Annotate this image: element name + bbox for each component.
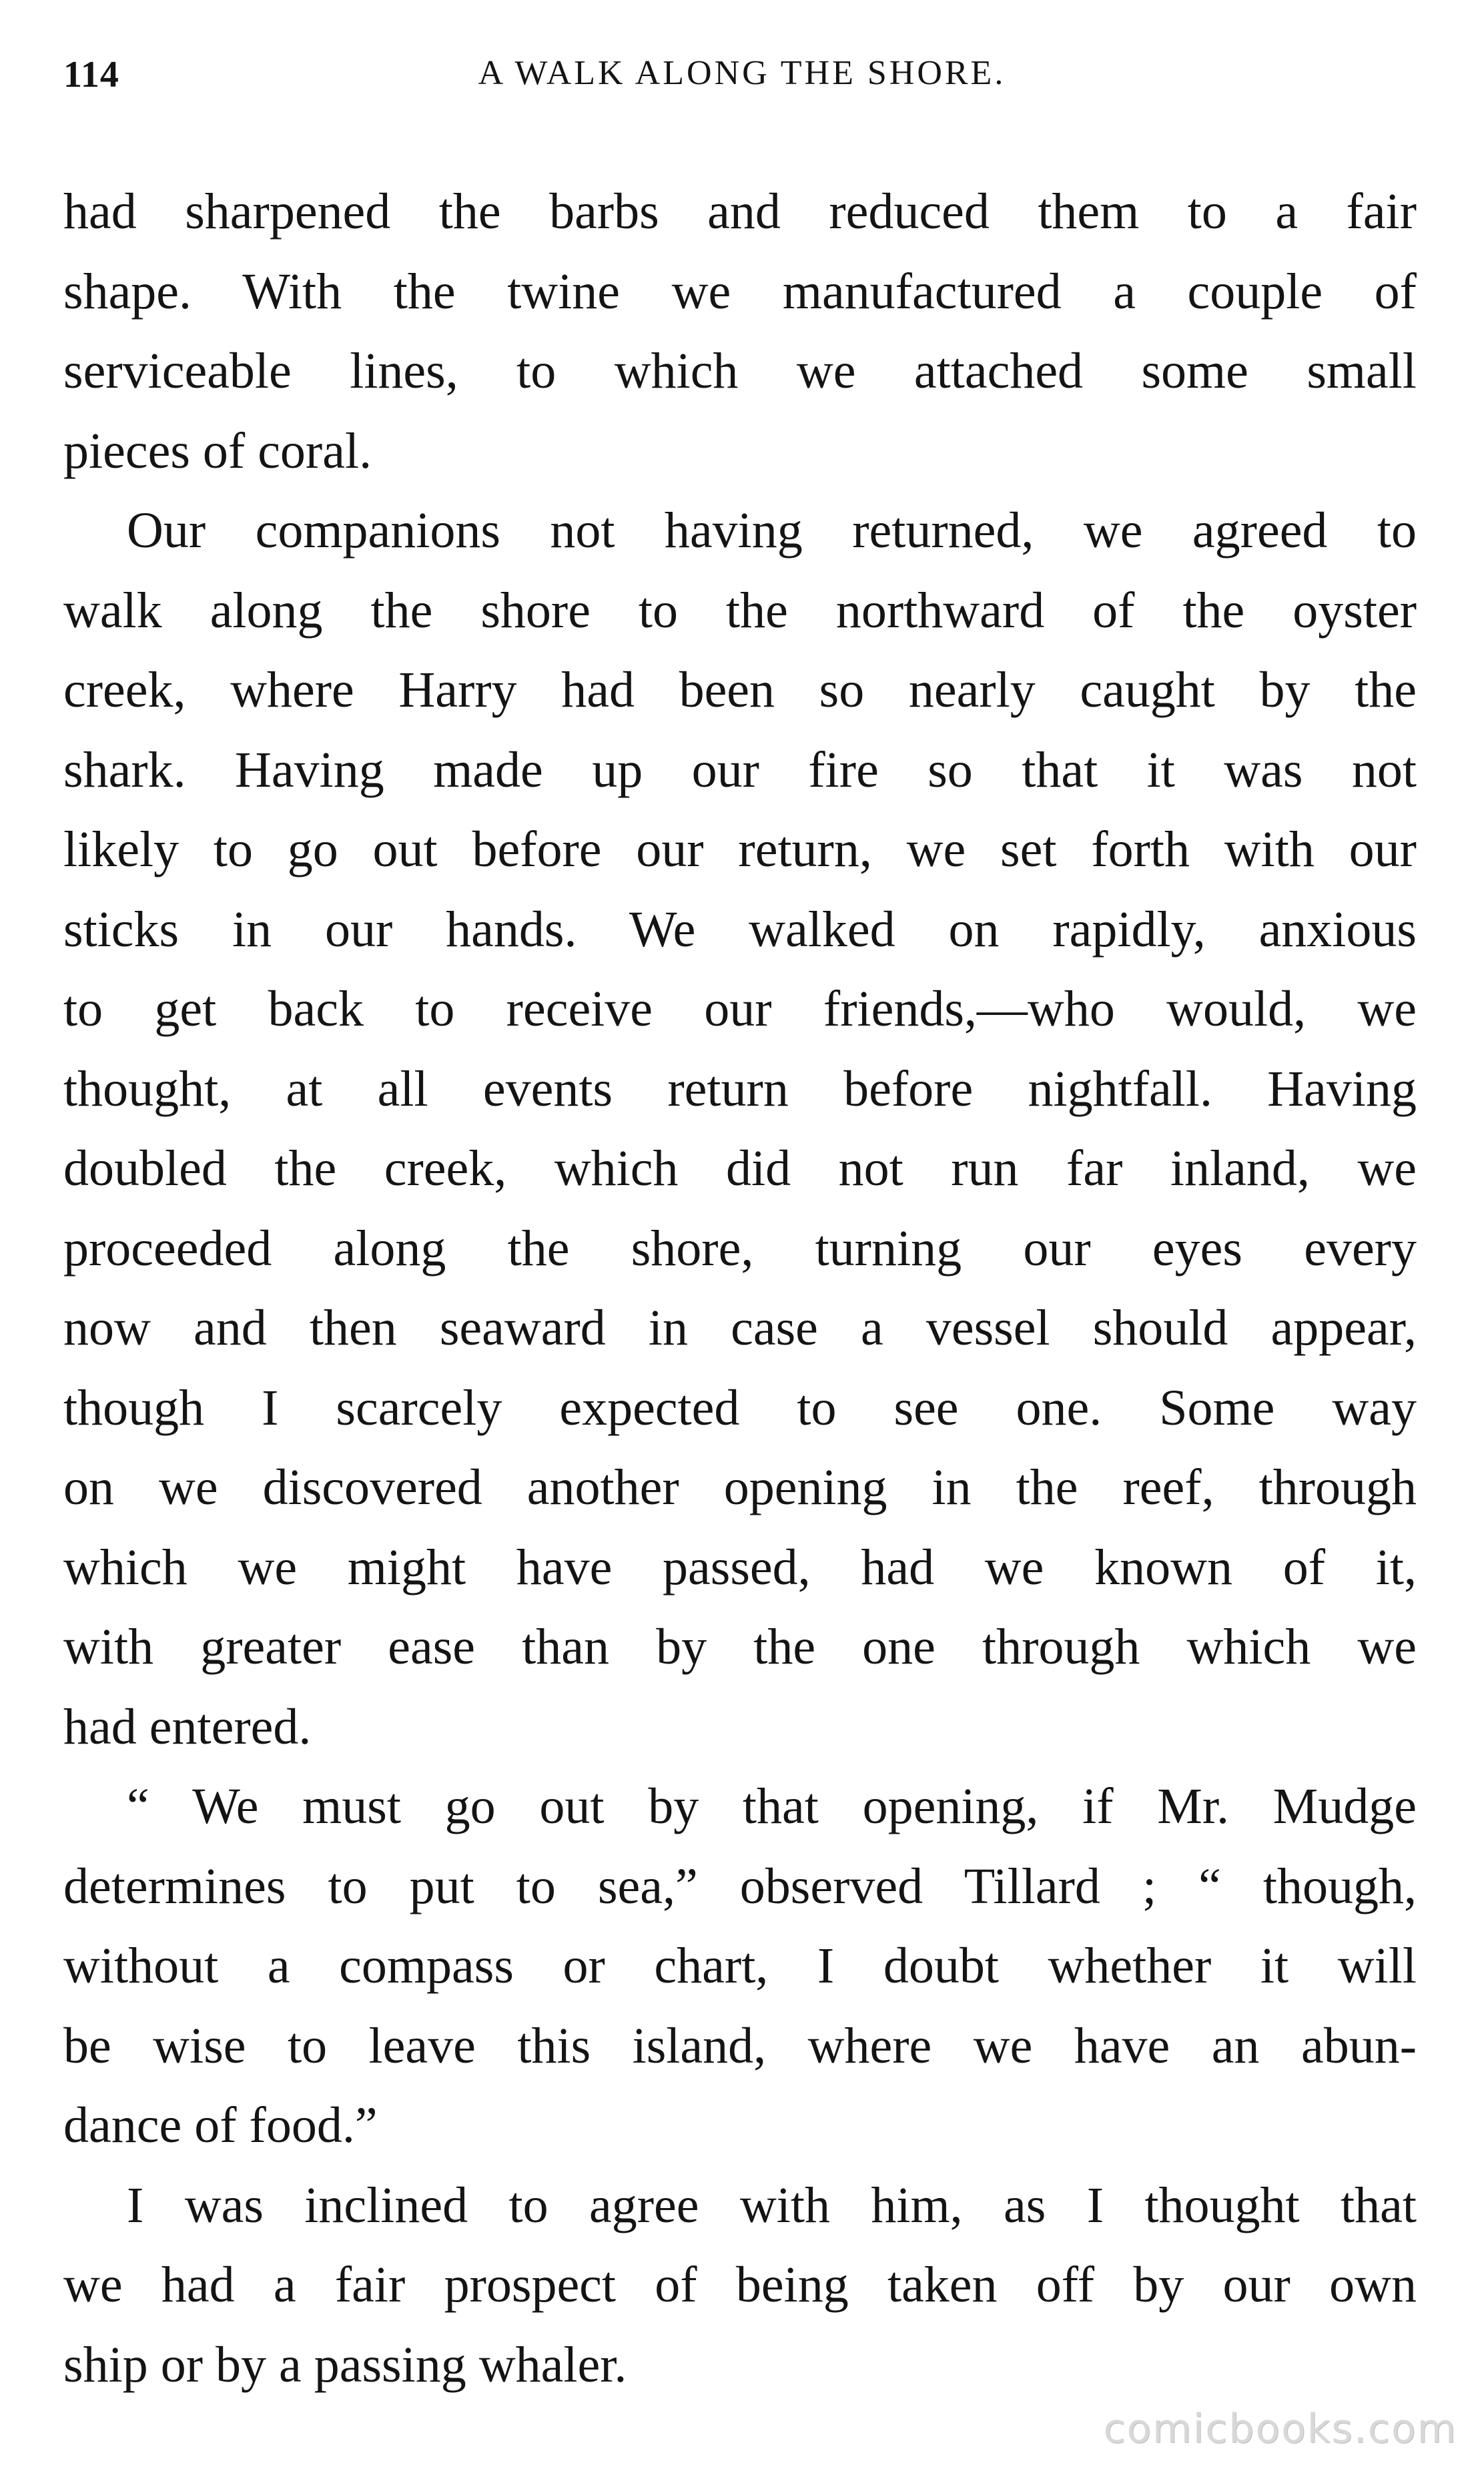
text-line: had sharpened the barbs and reduced them to a fair (63, 184, 1417, 240)
watermark: comicbooks.com (1103, 2406, 1457, 2452)
text-line: we had a fair prospect of being taken off by our own (63, 2257, 1417, 2313)
text-line: pieces of coral. (63, 422, 372, 479)
paragraph-1 (63, 172, 1417, 491)
text-line: I was inclined to agree with him, as I thought that (127, 2177, 1417, 2233)
text-line: creek, where Harry had been so nearly caught by the (63, 662, 1417, 718)
text-line: on we discovered another opening in the reef, through (63, 1459, 1417, 1515)
page-number: 114 (63, 54, 119, 95)
text-line: to get back to receive our friends,—who would, we (63, 981, 1417, 1037)
text-line: had entered. (63, 1698, 312, 1755)
body-text (63, 172, 1417, 2405)
text-line: now and then seaward in case a vessel should appear, (63, 1300, 1417, 1356)
text-line: be wise to leave this island, where we have an abun- (63, 2017, 1417, 2074)
text-line: likely to go out before our return, we set forth with our (63, 821, 1417, 877)
text-line: shape. With the twine we manufactured a couple of (63, 263, 1417, 320)
text-line: proceeded along the shore, turning our eyes every (63, 1220, 1417, 1277)
text-line: serviceable lines, to which we attached some small (63, 343, 1417, 399)
text-line: with greater ease than by the one through which we (63, 1619, 1417, 1675)
text-line: thought, at all events return before nightfall. Having (63, 1060, 1417, 1117)
running-head (63, 53, 1421, 107)
running-title: A WALK ALONG THE SHORE. (478, 54, 1006, 92)
paragraph-3 (63, 1767, 1417, 2166)
paragraph-2 (63, 491, 1417, 1767)
text-line: doubled the creek, which did not run far inland, we (63, 1140, 1417, 1196)
text-line: sticks in our hands. We walked on rapidly, anxious (63, 901, 1417, 958)
text-line: though I scarcely expected to see one. Some way (63, 1379, 1417, 1436)
text-line: without a compass or chart, I doubt whether it will (63, 1938, 1417, 1994)
text-line: determines to put to sea,” observed Tillard ; “ though, (63, 1858, 1417, 1914)
text-line: which we might have passed, had we known of it, (63, 1539, 1417, 1595)
text-line: “ We must go out by that opening, if Mr. Mudge (127, 1778, 1417, 1834)
text-line: dance of food.” (63, 2097, 378, 2153)
text-line: ship or by a passing whaler. (63, 2336, 627, 2393)
text-line: walk along the shore to the northward of the oyster (63, 582, 1417, 639)
text-line: Our companions not having returned, we agreed to (127, 502, 1417, 559)
text-line: shark. Having made up our fire so that it was not (63, 741, 1417, 798)
paragraph-4 (63, 2166, 1417, 2406)
